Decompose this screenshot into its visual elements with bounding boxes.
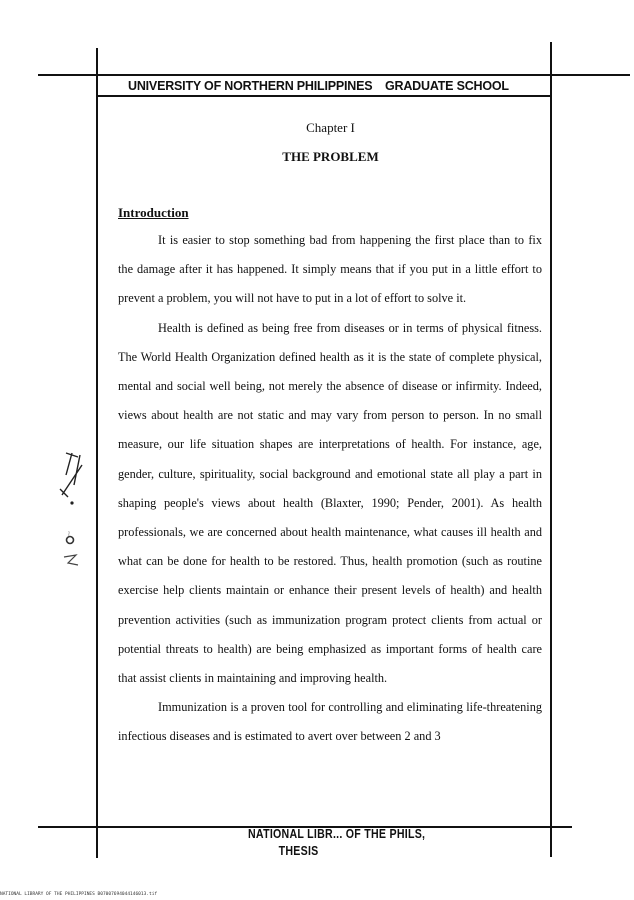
svg-text:~: ~ [63,530,73,538]
library-stamp [248,826,469,860]
chapter-label: Chapter I [306,120,355,135]
stamp-line-1: NATIONAL LIBR... OF THE PHILS, [248,827,426,841]
header-top-line [38,74,630,76]
school-name: GRADUATE SCHOOL [385,79,509,93]
paragraph: Immunization is a proven tool for controlling and eliminating life-threatening infectious diseases and is estimated to avert over between 2 and 3 [118,700,542,744]
body-text [118,226,542,752]
running-header [128,79,548,93]
stamp-line-2: THESIS [278,844,319,858]
handwritten-signature-mark [52,445,96,570]
chapter-title: THE PROBLEM [282,149,379,164]
header-bottom-line [96,95,552,97]
scan-footer: NATIONAL LIBRARY OF THE PHILIPPINES B07007694044146013.tif [0,892,158,897]
paragraph: Health is defined as being free from diseases or in terms of physical fitness. The World Health Organization defined health as it is the state of complete physical, mental and social well being, not merely the absence of disease or infirmity. Indeed, views about health are not static and may vary from person to person. In no small measure, our life situation shapes are interpretations of health. For instance, age, gender, culture, spirituality, social background and emotional state all play a part in shaping people's views about health (Blaxter, 1990; Pender, 2001). As health professionals, we are concerned about health maintenance, what causes ill health and what can be done for health to be restored. Thus, health promotion (such as routine exercise help clients maintain or enhance their present levels of health) and health prevention activities (such as immunization program protect clients from actual or potential threats to health) are being emphasized as important forms of health care that assist clients in maintaining and improving health. [118,320,542,686]
paragraph: It is easier to stop something bad from happening the first place than to fix the damage after it has happened. It simply means that if you put in a little effort to prevent a problem, you will not have to put in a lot of effort to solve it. [118,233,542,306]
university-name: UNIVERSITY OF NORTHERN PHILIPPINES [128,79,373,93]
section-heading: Introduction [118,205,189,220]
right-margin-line [550,42,552,857]
left-margin-line [96,48,98,858]
